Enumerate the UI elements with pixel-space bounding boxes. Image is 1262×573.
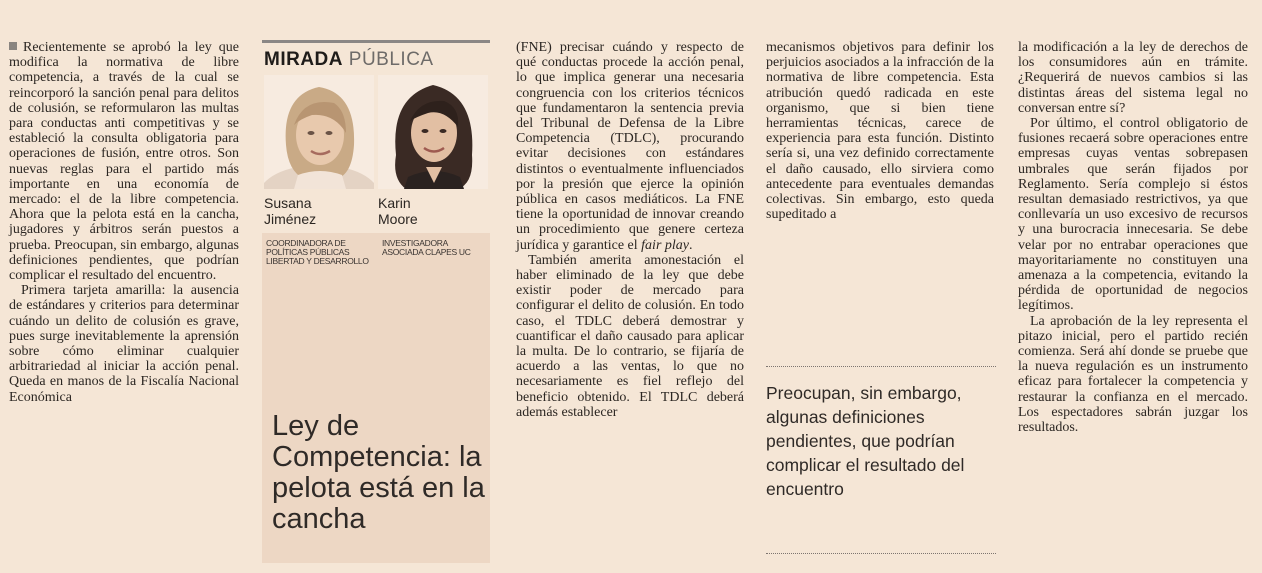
paragraph: Primera tarjeta amarilla: la ausencia de estándares y criterios para determinar cuándo un delito de colusión es grave, pues surge inevitablemente la aprensión sobre cómo eliminar cualquier arbitrariedad al iniciar la acción penal. Queda en manos de la Fiscalía Nacional Económica (9, 283, 239, 405)
paragraph: La aprobación de la ley representa el pitazo inicial, pero el partido recién comienza. Será ahí donde se pruebe que la nueva regulación es un instrumento eficaz para fortalecer la competencia y restaurar la confianza en el mercado. Los espectadores sabrán juzgar los resultados. (1018, 313, 1248, 436)
article-headline: Ley de Competencia: la pelota está en la cancha (272, 410, 485, 535)
paragraph-end: . (689, 237, 693, 253)
author-name-1 (264, 195, 364, 227)
paragraph-text: (FNE) precisar cuándo y respecto de qué conductas procede la acción penal, lo que implica generar una necesaria congruencia con los criterios técnicos que fundamentaron la sentencia previa del Tribunal de Defensa de la Libre Competencia (TDLC), procurando evitar decisiones con estándares distintos o eventualmente influenciados por la presión que ejerce la opinión pública en casos mediáticos. La FNE tiene la oportunidad de innovar creando un procedimiento que genere certeza jurídica y garantice el (516, 40, 744, 253)
author-photos (262, 75, 490, 191)
paragraph: mecanismos objetivos para definir los perjuicios asociados a la infracción de la normativa de libre competencia. Esta atribución quedó radicada en este organismo, que si bien tiene herramientas técnicas, carece de experiencia para esta función. Distinto sería si, una vez definido correctamente el daño causado, ello sirviera como antecedente para eventuales demandas colectivas. Sin embargo, esto queda supeditado a (766, 40, 994, 223)
author-role-2: INVESTIGADORA ASOCIADA CLAPES UC (382, 238, 471, 258)
author-photo-1 (264, 75, 374, 189)
author-last-name: Jiménez (264, 211, 317, 227)
article-column-1 (9, 40, 239, 405)
section-header (262, 43, 490, 75)
article-column-4 (766, 40, 994, 222)
paragraph: Por último, el control obligatorio de fusiones recaerá sobre operaciones entre empresas cuyas ventas sobrepasen umbrales que serán fijados por Reglamento. Sería complejo si éstos resultan demasiado restrictivos, ya que conllevaría un uso excesivo de recursos y una burocracia innecesaria. Se debe velar por no entrabar operaciones que mayoritariamente no constituyen una amenaza a la competencia, evitando la pérdida de oportunidad de negocios legítimos. (1018, 116, 1248, 314)
opinion-box (262, 40, 490, 563)
article-column-5 (1018, 40, 1248, 435)
paragraph-text: Recientemente se aprobó la ley que modifica la normativa de libre competencia, a través de la cual se reincorporó la sanción penal para delitos de colusión, se reformularon las multas para conductas anti competitivas y se estableció la consulta obligatoria para operaciones de fusión, entre otros. Son nuevas reglas para el partido más importante en una economía de mercado: el de la libre competencia. Ahora que la pelota está en la cancha, jugadores y árbitros serán puestos a prueba. Preocupan, sin embargo, algunas definiciones pendientes, que podrían complicar el resultado del encuentro. (9, 40, 239, 284)
square-bullet-icon (9, 42, 17, 50)
author-first-name: Karin (378, 195, 411, 211)
paragraph (9, 40, 239, 283)
paragraph (516, 40, 744, 253)
paragraph: la modificación a la ley de derechos de los consumidores aún en trámite. ¿Requerirá de nuevos cambios si las distintas áreas del sistema legal no conversan entre sí? (1018, 40, 1248, 116)
pull-quote: Preocupan, sin embargo, algunas definiciones pendientes, que podrían complicar el resultado del encuentro (766, 366, 996, 554)
author-photo-2 (378, 75, 488, 189)
portrait-woman-blonde-icon (264, 75, 374, 189)
paragraph: También amerita amonestación el haber eliminado de la ley que debe existir poder de mercado para configurar el delito de colusión. En todo caso, el TDLC deberá demostrar y cuantificar el daño causado para aplicar la multa. De lo contrario, se fijaría de acuerdo a las ventas, lo que no necesariamente es fiel reflejo del beneficio obtenido. El TDLC deberá además establecer (516, 252, 744, 420)
section-title-light: PÚBLICA (348, 49, 434, 70)
author-role-1: COORDINADORA DE POLÍTICAS PÚBLICAS LIBERTAD Y DESARROLLO (266, 238, 369, 267)
section-title-bold: MIRADA (264, 49, 343, 70)
italic-term: fair play (641, 237, 690, 253)
author-first-name: Susana (264, 195, 312, 211)
portrait-woman-dark-hair-icon (378, 75, 488, 189)
author-names (262, 191, 490, 233)
article-column-3 (516, 40, 744, 420)
author-last-name: Moore (378, 211, 418, 227)
author-name-2 (378, 195, 478, 227)
